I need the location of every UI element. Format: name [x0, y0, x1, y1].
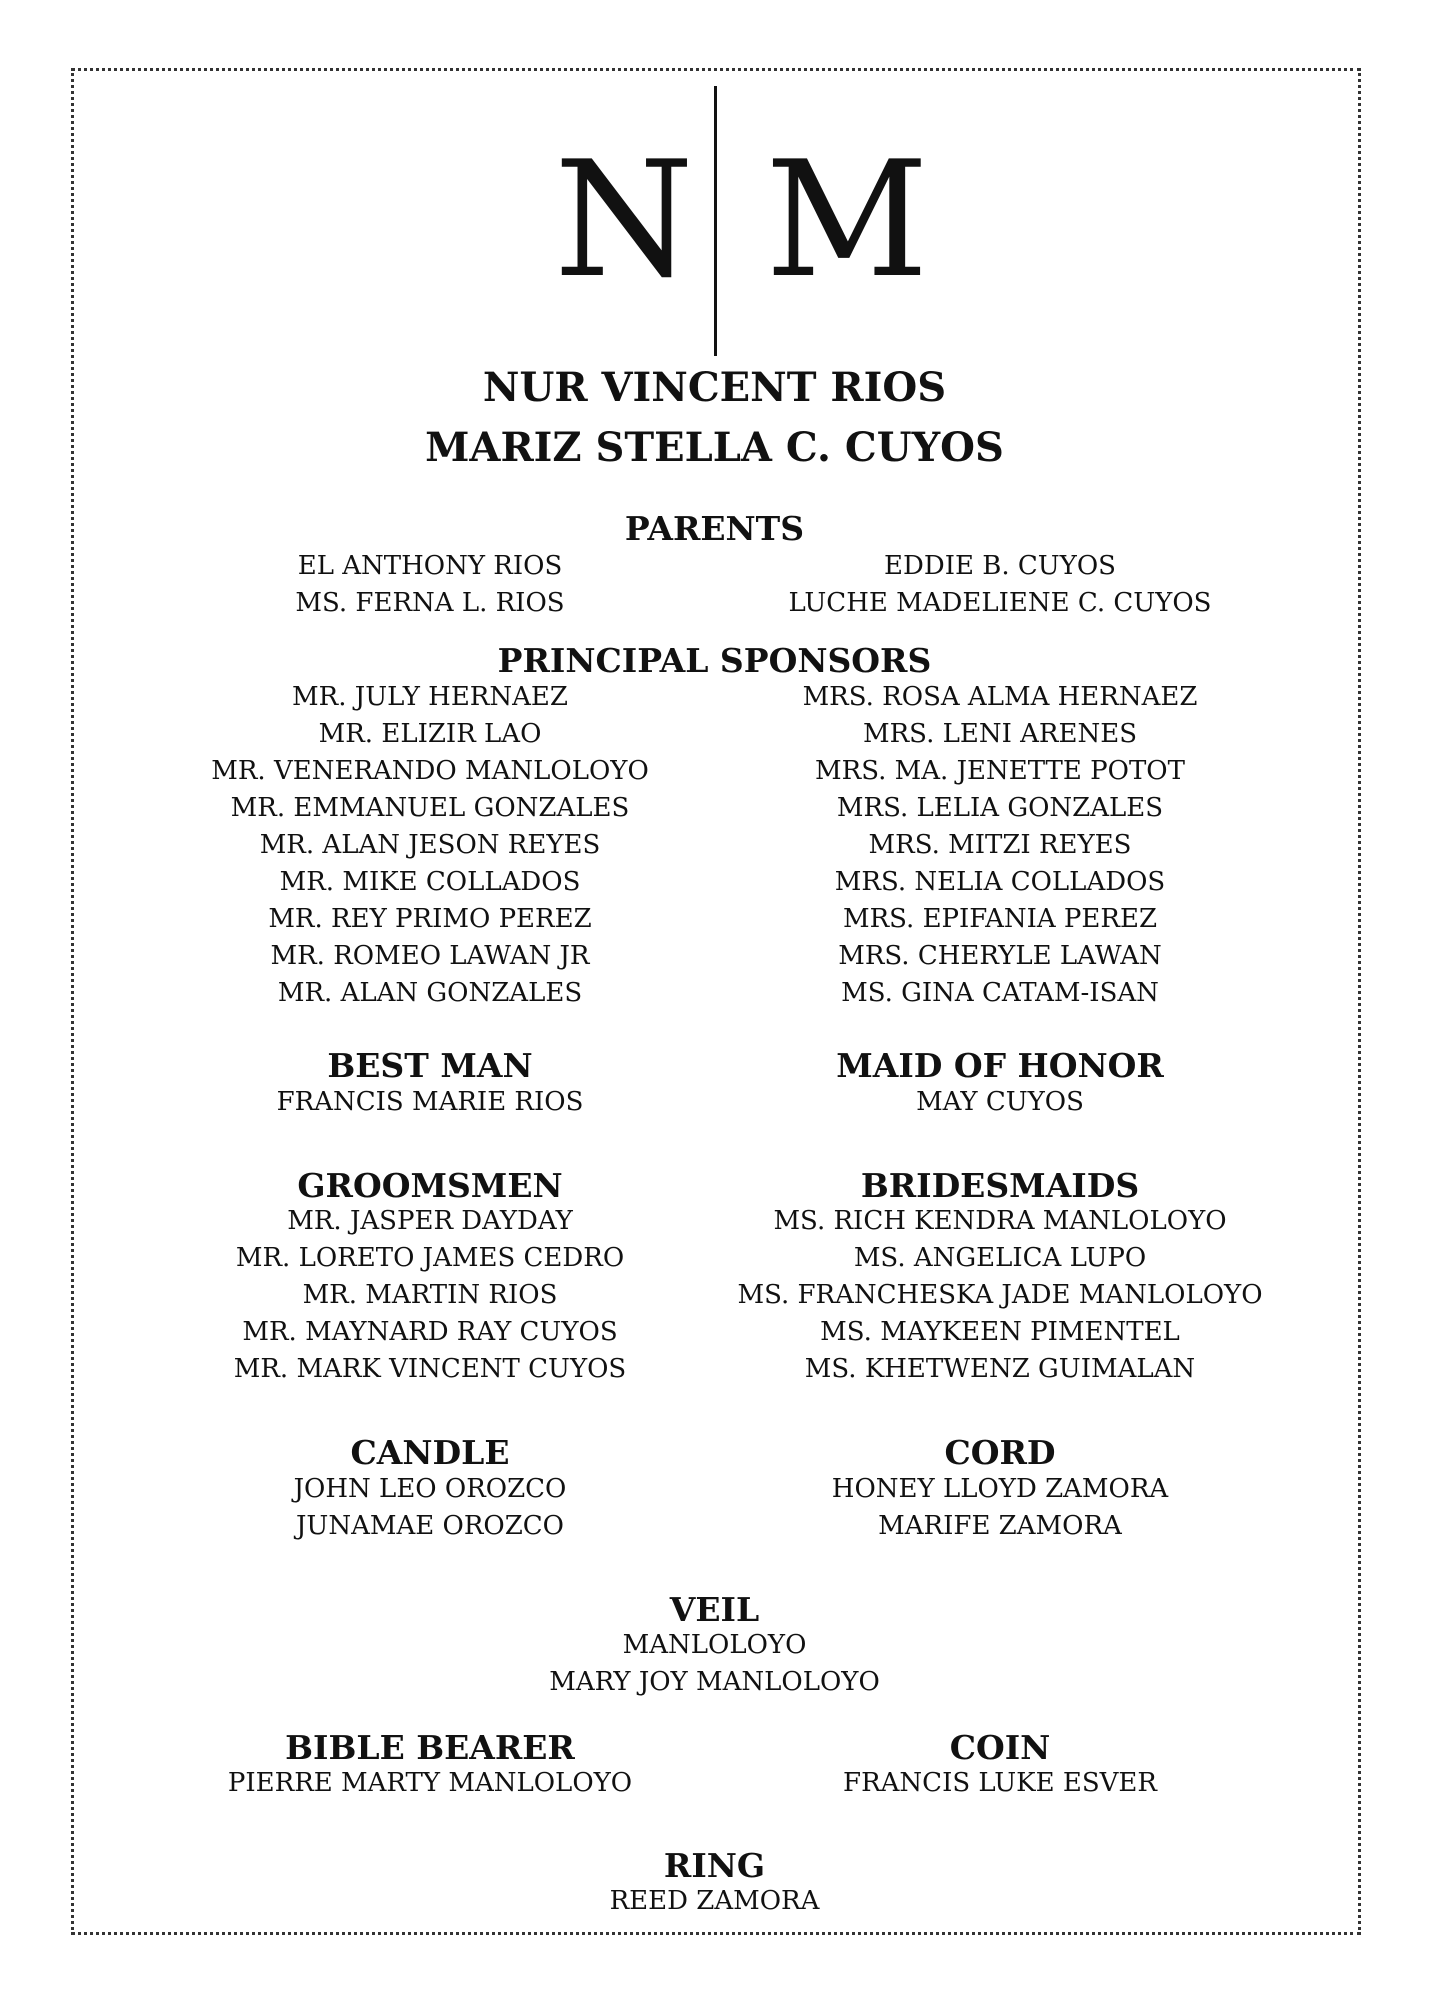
- list-item: EDDIE B. CUYOS: [884, 551, 1116, 581]
- list-item: MR. EMMANUEL GONZALES: [230, 793, 630, 823]
- parents-bride-list: [710, 548, 1290, 622]
- list-item: MS. RICH KENDRA MANLOLOYO: [773, 1206, 1227, 1236]
- bridesmaids-list: [710, 1203, 1290, 1388]
- list-item: MR. REY PRIMO PEREZ: [268, 904, 592, 934]
- list-item: MR. MAYNARD RAY CUYOS: [242, 1317, 618, 1347]
- ring-title: RING: [663, 1846, 766, 1885]
- list-item: MRS. CHERYLE LAWAN: [838, 941, 1162, 971]
- veil-title: VEIL: [669, 1590, 760, 1629]
- coin-list: [710, 1765, 1290, 1802]
- veil-list: [0, 1627, 1429, 1701]
- ring-list: [0, 1883, 1429, 1920]
- list-item: MS. MAYKEEN PIMENTEL: [820, 1317, 1180, 1347]
- bridesmaids-title: BRIDESMAIDS: [860, 1166, 1140, 1205]
- list-item: MARY JOY MANLOLOYO: [549, 1667, 880, 1697]
- list-item: MRS. LENI ARENES: [862, 719, 1137, 749]
- parents-title: PARENTS: [624, 509, 805, 548]
- monogram-initial-left: N: [554, 126, 694, 313]
- list-item: MRS. NELIA COLLADOS: [834, 867, 1166, 897]
- list-item: MR. JULY HERNAEZ: [292, 682, 568, 712]
- list-item: MS. FRANCHESKA JADE MANLOLOYO: [737, 1280, 1263, 1310]
- cord-title: CORD: [944, 1433, 1056, 1472]
- list-item: JUNAMAE OROZCO: [296, 1511, 564, 1541]
- list-item: MR. LORETO JAMES CEDRO: [235, 1243, 625, 1273]
- list-item: HONEY LLOYD ZAMORA: [831, 1474, 1169, 1504]
- principal-sponsors-men-list: [140, 679, 720, 1012]
- list-item: MARIFE ZAMORA: [878, 1511, 1122, 1541]
- maid-of-honor-title: MAID OF HONOR: [836, 1046, 1164, 1085]
- list-item: MAY CUYOS: [916, 1087, 1084, 1117]
- list-item: REED ZAMORA: [609, 1886, 820, 1916]
- groomsmen-title: GROOMSMEN: [297, 1166, 563, 1205]
- bride-name: MARIZ STELLA C. CUYOS: [425, 424, 1004, 471]
- list-item: MRS. LELIA GONZALES: [836, 793, 1164, 823]
- list-item: JOHN LEO OROZCO: [293, 1474, 567, 1504]
- list-item: MR. ROMEO LAWAN JR: [270, 941, 590, 971]
- list-item: FRANCIS LUKE ESVER: [843, 1768, 1157, 1798]
- groomsmen-list: [140, 1203, 720, 1388]
- list-item: PIERRE MARTY MANLOLOYO: [227, 1768, 633, 1798]
- list-item: MRS. MITZI REYES: [868, 830, 1132, 860]
- list-item: EL ANTHONY RIOS: [297, 551, 563, 581]
- best-man-list: [140, 1084, 720, 1121]
- list-item: MR. MARTIN RIOS: [302, 1280, 558, 1310]
- groom-name: NUR VINCENT RIOS: [482, 364, 947, 411]
- list-item: MR. MIKE COLLADOS: [279, 867, 581, 897]
- bible-bearer-title: BIBLE BEARER: [285, 1728, 575, 1767]
- list-item: MS. ANGELICA LUPO: [853, 1243, 1147, 1273]
- monogram-divider: [714, 86, 717, 356]
- list-item: MR. ALAN JESON REYES: [259, 830, 601, 860]
- list-item: MR. ALAN GONZALES: [277, 978, 583, 1008]
- monogram: [0, 82, 1429, 357]
- cord-list: [710, 1471, 1290, 1545]
- list-item: MR. JASPER DAYDAY: [287, 1206, 573, 1236]
- list-item: MS. FERNA L. RIOS: [295, 588, 565, 618]
- list-item: MRS. ROSA ALMA HERNAEZ: [802, 682, 1198, 712]
- list-item: FRANCIS MARIE RIOS: [276, 1087, 584, 1117]
- list-item: MANLOLOYO: [622, 1630, 807, 1660]
- list-item: MRS. EPIFANIA PEREZ: [842, 904, 1158, 934]
- maid-of-honor-list: [710, 1084, 1290, 1121]
- list-item: MR. VENERANDO MANLOLOYO: [211, 756, 649, 786]
- principal-sponsors-women-list: [710, 679, 1290, 1012]
- list-item: MRS. MA. JENETTE POTOT: [815, 756, 1185, 786]
- list-item: MR. ELIZIR LAO: [318, 719, 542, 749]
- bible-bearer-list: [140, 1765, 720, 1802]
- monogram-initial-right: M: [765, 126, 929, 313]
- candle-title: CANDLE: [350, 1433, 510, 1472]
- principal-sponsors-title: PRINCIPAL SPONSORS: [497, 641, 932, 680]
- coin-title: COIN: [949, 1728, 1051, 1767]
- list-item: LUCHE MADELIENE C. CUYOS: [788, 588, 1212, 618]
- best-man-title: BEST MAN: [327, 1046, 533, 1085]
- parents-groom-list: [140, 548, 720, 622]
- list-item: MR. MARK VINCENT CUYOS: [233, 1354, 627, 1384]
- list-item: MS. GINA CATAM-ISAN: [841, 978, 1159, 1008]
- candle-list: [140, 1471, 720, 1545]
- list-item: MS. KHETWENZ GUIMALAN: [804, 1354, 1196, 1384]
